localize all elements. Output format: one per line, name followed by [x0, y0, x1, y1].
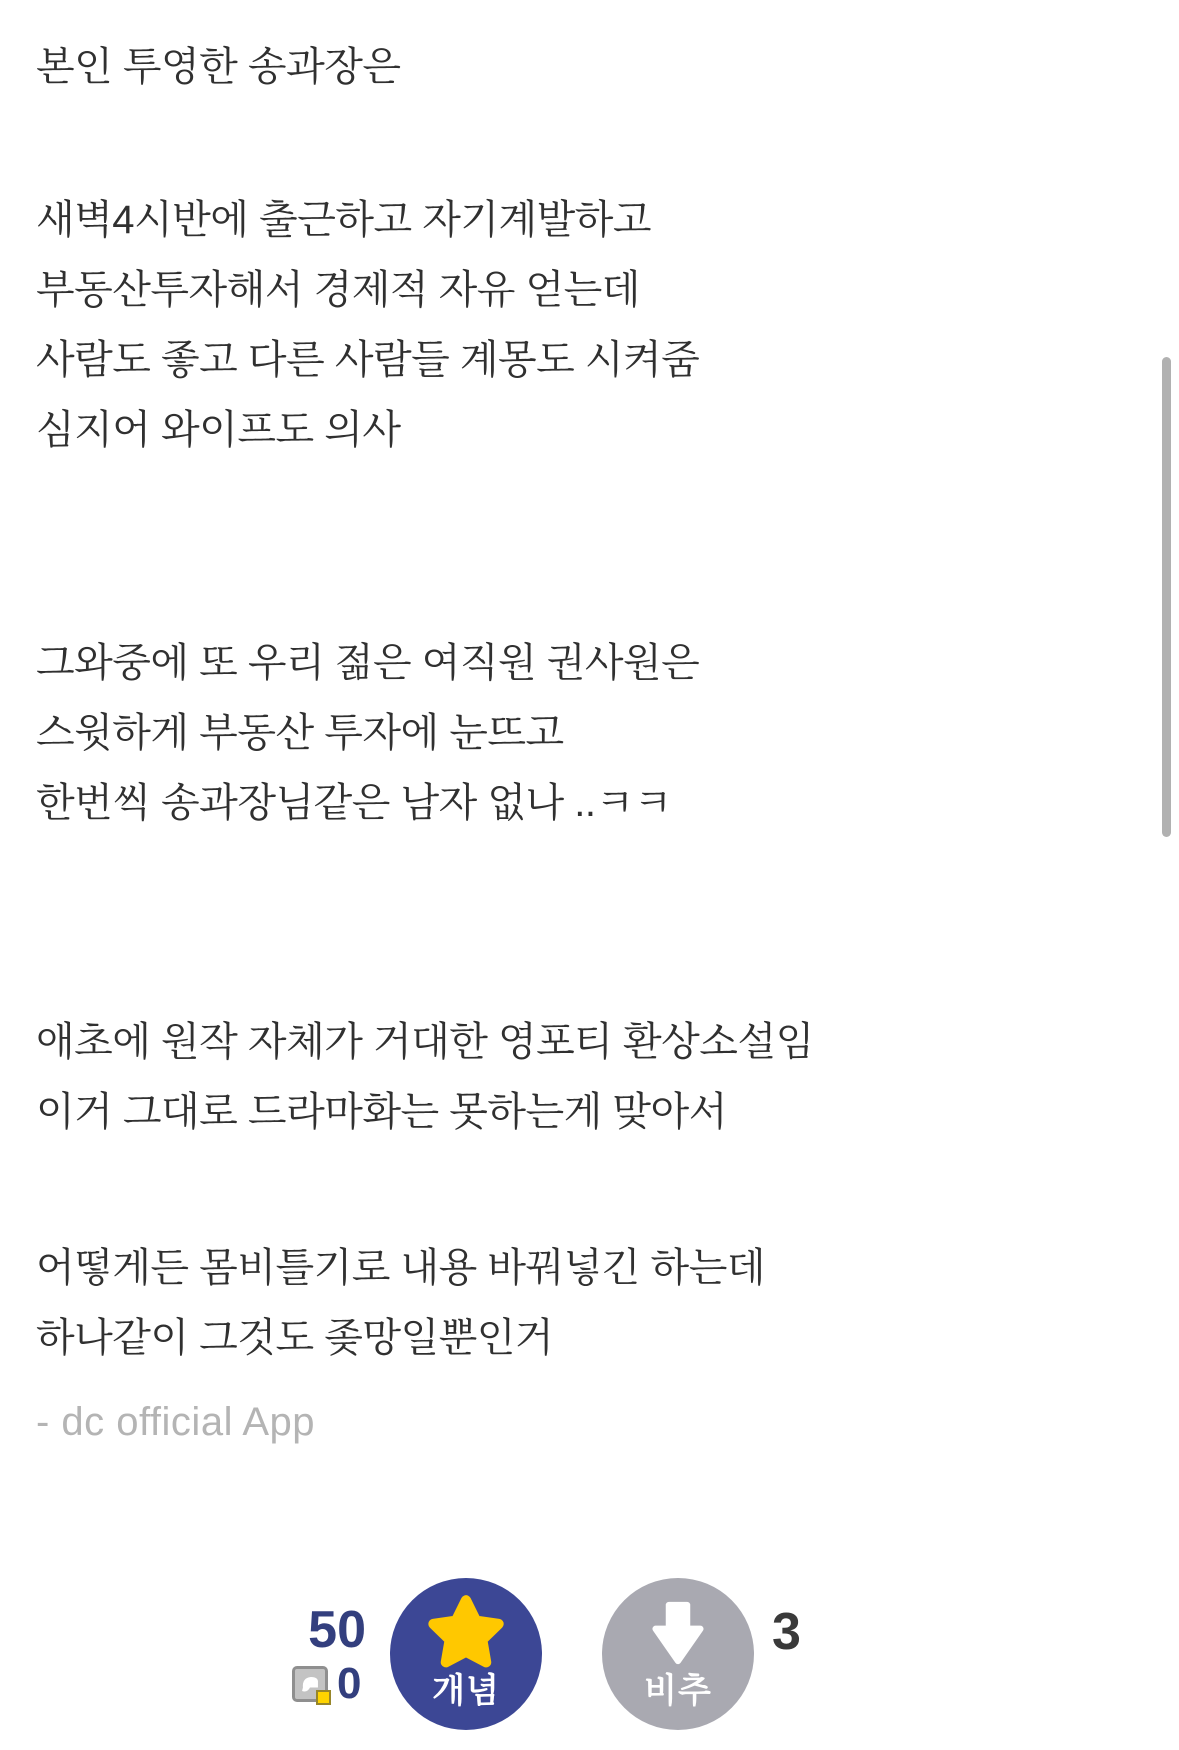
post-paragraph: [36, 32, 1119, 102]
post-text-line: 애초에 원작 자체가 거대한 영포티 환상소설임: [36, 1020, 814, 1064]
scrollbar-thumb[interactable]: [1162, 357, 1171, 837]
post-paragraph: [36, 185, 1119, 465]
app-signature: - dc official App: [36, 1400, 316, 1444]
vote-section: [0, 1570, 1179, 1750]
fixed-nick-count-icon: [292, 1666, 328, 1702]
upvote-label: 개념: [432, 1672, 500, 1710]
post-text-line: 심지어 와이프도 의사: [36, 408, 401, 452]
downvote-button[interactable]: [602, 1578, 754, 1730]
downvote-count: 3: [772, 1603, 801, 1661]
post-text-line: 본인 투영한 송과장은: [36, 45, 401, 89]
post-paragraph: [36, 1233, 1119, 1373]
upvote-button[interactable]: [390, 1578, 542, 1730]
down-arrow-icon: [643, 1594, 713, 1672]
post-text-line: 부동산투자해서 경제적 자유 얻는데: [36, 268, 640, 312]
post-text-line: 그와중에 또 우리 젊은 여직원 권사원은: [36, 641, 700, 685]
star-icon: [425, 1594, 507, 1672]
yellow-chip: [316, 1690, 331, 1705]
post-text-line: 이거 그대로 드라마화는 못하는게 맞아서: [36, 1090, 727, 1134]
post-text-line: 하나같이 그것도 좆망일뿐인거: [36, 1316, 554, 1360]
upvote-count: 50: [308, 1601, 366, 1659]
post-text-line: 어떻게든 몸비틀기로 내용 바꿔넣긴 하는데: [36, 1246, 765, 1290]
post-text-line: 한번씩 송과장님같은 남자 없나 ..ㅋㅋ: [36, 781, 672, 825]
post-text-line: 새벽4시반에 출근하고 자기계발하고: [36, 198, 652, 242]
post-paragraph: [36, 628, 1119, 838]
fixed-nick-count-row: [292, 1659, 362, 1708]
downvote-label: 비추: [644, 1672, 712, 1710]
post-paragraph: [36, 1007, 1119, 1147]
fixed-nick-count: 0: [337, 1659, 362, 1708]
post-text-line: 스윗하게 부동산 투자에 눈뜨고: [36, 711, 564, 755]
post-text-line: 사람도 좋고 다른 사람들 계몽도 시켜줌: [36, 338, 700, 382]
